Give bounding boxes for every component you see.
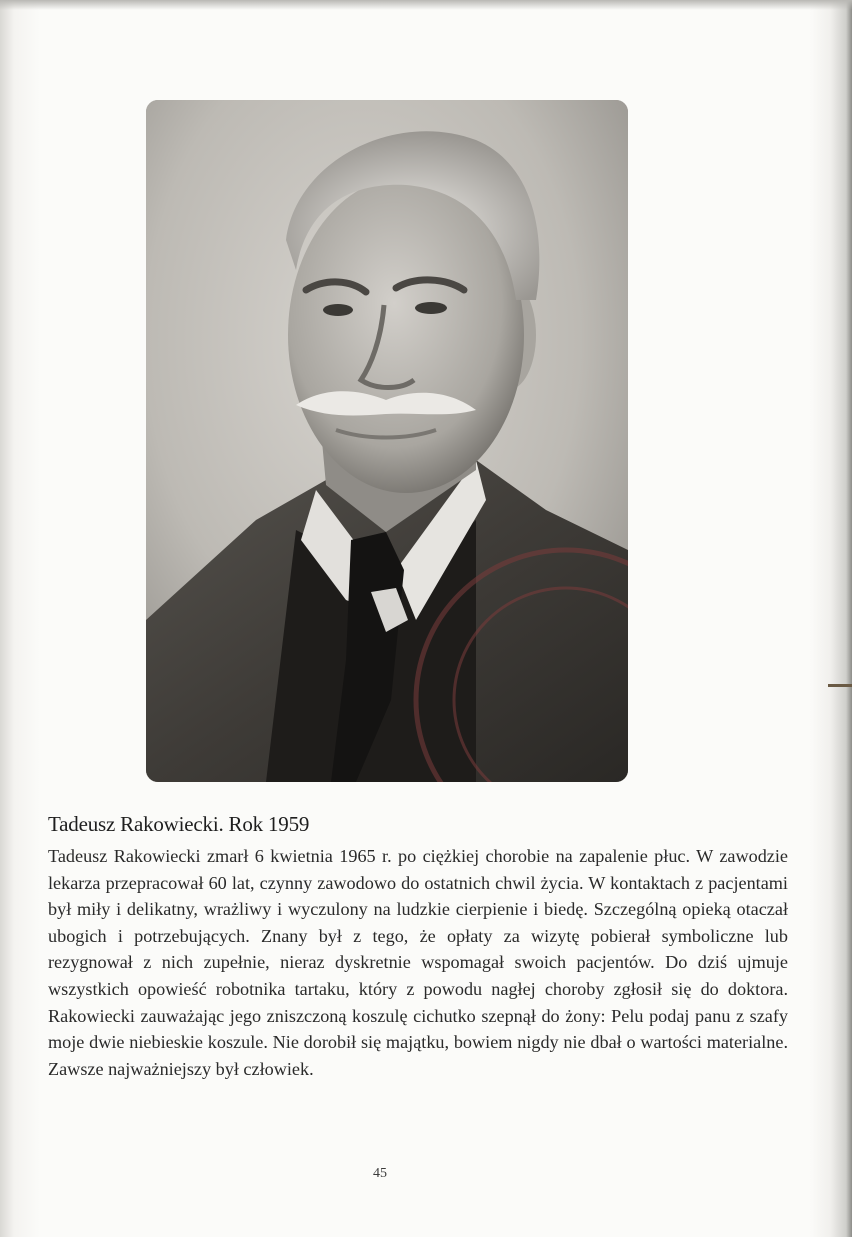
page-number: 45 xyxy=(373,1166,387,1181)
scan-top-shadow xyxy=(0,0,852,10)
body-paragraph: Tadeusz Rakowiecki zmarł 6 kwietnia 1965 r. po ciężkiej chorobie na zapalenie płuc. W zawodzie lekarza przepracował 60 lat, czynny zawodowo do ostatnich chwil życia. W kontaktach z pacjentami był miły i delikatny, wrażliwy i wyczulony na ludzkie cierpienie i biedę. Szczególną opieką otaczał ubogich i potrzebujących. Znany był z tego, że opłaty za wizytę pobierał symboliczne lub rezygnował z nich zupełnie, nieraz dyskretnie wspomagał swoich pacjentów. Do dziś ujmuje wszystkich opowieść robotnika tartaku, który z powodu nagłej choroby zgłosił się do doktora. Rakowiecki zauważając jego zniszczoną koszulę cichutko szepnął do żony: Pelu podaj panu z szafy moje dwie niebieskie koszule. Nie dorobił się majątku, bowiem nigdy nie dbał o wartości materialne. Zawsze najważniejszy był człowiek. xyxy=(48,846,788,1079)
page-edge-mark xyxy=(828,684,852,687)
photo-caption-title: Tadeusz Rakowiecki. Rok 1959 xyxy=(48,812,310,836)
portrait-photo xyxy=(146,100,628,782)
